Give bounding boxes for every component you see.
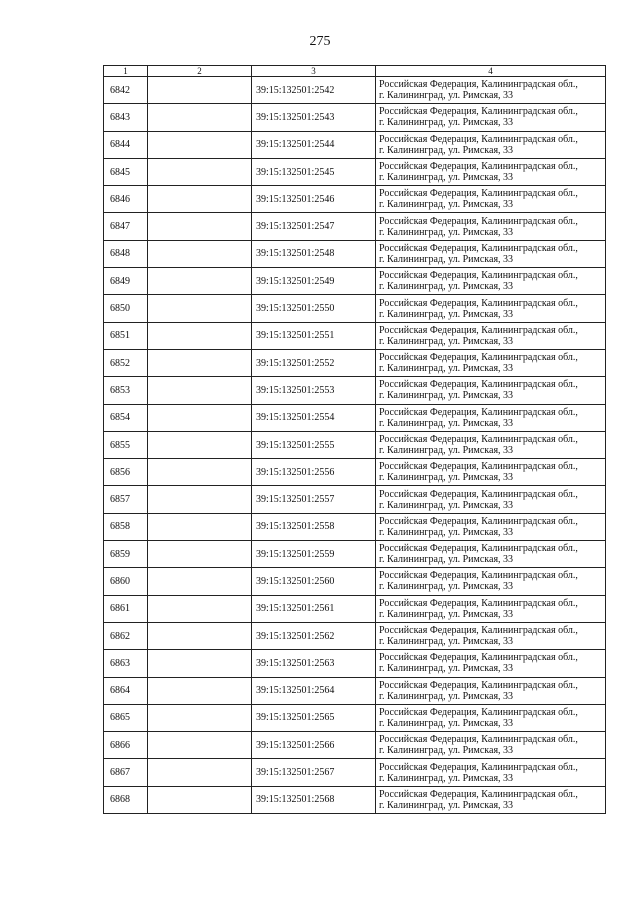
cadastral-number-cell: 39:15:132501:2559 — [252, 541, 376, 568]
table-row — [104, 131, 606, 158]
address-cell — [376, 268, 606, 295]
address-line-1: Российская Федерация, Калининградская обл., — [379, 215, 578, 227]
cadastral-number-cell: 39:15:132501:2545 — [252, 158, 376, 185]
row-number-cell: 6843 — [104, 104, 148, 131]
row-number-cell: 6844 — [104, 131, 148, 158]
cadastral-number-cell: 39:15:132501:2547 — [252, 213, 376, 240]
row-number-cell: 6852 — [104, 349, 148, 376]
address-line-2: г. Калининград, ул. Римская, 33 — [379, 745, 514, 757]
cadastral-number-cell: 39:15:132501:2554 — [252, 404, 376, 431]
row-number-cell: 6845 — [104, 158, 148, 185]
address-line-1: Российская Федерация, Калининградская обл., — [379, 434, 578, 445]
address-line-1: Российская Федерация, Калининградская обл., — [379, 297, 578, 309]
address-cell — [376, 759, 606, 786]
empty-cell — [148, 158, 252, 185]
address-cell — [376, 513, 606, 540]
table-row — [104, 568, 606, 595]
address-line-2: г. Калининград, ул. Римская, 33 — [379, 717, 514, 729]
cadastral-number-cell: 39:15:132501:2556 — [252, 459, 376, 486]
column-header-1: 1 — [104, 66, 148, 77]
empty-cell — [148, 759, 252, 786]
cadastral-number-cell: 39:15:132501:2567 — [252, 759, 376, 786]
address-cell — [376, 732, 606, 759]
empty-cell — [148, 704, 252, 731]
cadastral-number-cell: 39:15:132501:2544 — [252, 131, 376, 158]
table-row — [104, 459, 606, 486]
row-number-cell: 6855 — [104, 431, 148, 458]
address-cell — [376, 404, 606, 431]
address-line-1: Российская Федерация, Калининградская обл., — [379, 652, 578, 664]
address-cell — [376, 459, 606, 486]
empty-cell — [148, 349, 252, 376]
cadastral-number-cell: 39:15:132501:2542 — [252, 77, 376, 104]
address-cell — [376, 349, 606, 376]
table-header-row — [104, 66, 606, 77]
address-cell — [376, 677, 606, 704]
table-row — [104, 759, 606, 786]
row-number-cell: 6867 — [104, 759, 148, 786]
address-cell — [376, 541, 606, 568]
table-row — [104, 104, 606, 131]
address-cell — [376, 186, 606, 213]
table-row — [104, 240, 606, 267]
cadastral-number-cell: 39:15:132501:2557 — [252, 486, 376, 513]
empty-cell — [148, 786, 252, 813]
address-cell — [376, 568, 606, 595]
row-number-cell: 6862 — [104, 622, 148, 649]
cadastral-number-cell: 39:15:132501:2552 — [252, 349, 376, 376]
table-row — [104, 268, 606, 295]
address-line-2: г. Калининград, ул. Римская, 33 — [379, 172, 514, 184]
address-line-2: г. Калининград, ул. Римская, 33 — [379, 636, 514, 648]
empty-cell — [148, 104, 252, 131]
address-line-2: г. Калининград, ул. Римская, 33 — [379, 772, 514, 784]
table-row — [104, 295, 606, 322]
column-header-4: 4 — [376, 66, 606, 77]
cadastral-number-cell: 39:15:132501:2553 — [252, 377, 376, 404]
cadastral-number-cell: 39:15:132501:2565 — [252, 704, 376, 731]
address-line-1: Российская Федерация, Калининградская обл., — [379, 734, 578, 746]
table-row — [104, 513, 606, 540]
empty-cell — [148, 377, 252, 404]
address-line-2: г. Калининград, ул. Римская, 33 — [379, 445, 514, 456]
address-line-1: Российская Федерация, Калининградская обл., — [379, 242, 578, 254]
empty-cell — [148, 513, 252, 540]
address-cell — [376, 322, 606, 349]
table-row — [104, 431, 606, 458]
empty-cell — [148, 732, 252, 759]
address-cell — [376, 431, 606, 458]
address-line-1: Российская Федерация, Калининградская обл., — [379, 188, 578, 200]
cadastral-number-cell: 39:15:132501:2555 — [252, 431, 376, 458]
cadastral-number-cell: 39:15:132501:2564 — [252, 677, 376, 704]
address-line-1: Российская Федерация, Калининградская обл., — [379, 679, 578, 691]
address-line-1: Российская Федерация, Калининградская обл., — [379, 570, 578, 582]
address-line-1: Российская Федерация, Калининградская обл., — [379, 79, 578, 91]
row-number-cell: 6856 — [104, 459, 148, 486]
address-line-2: г. Калининград, ул. Римская, 33 — [379, 308, 514, 320]
address-line-2: г. Калининград, ул. Римская, 33 — [379, 799, 514, 811]
row-number-cell: 6846 — [104, 186, 148, 213]
address-cell — [376, 377, 606, 404]
table-row — [104, 377, 606, 404]
address-cell — [376, 104, 606, 131]
address-line-2: г. Калининград, ул. Римская, 33 — [379, 499, 514, 511]
address-line-1: Российская Федерация, Калининградская обл., — [379, 406, 578, 418]
address-line-2: г. Калининград, ул. Римская, 33 — [379, 690, 514, 702]
empty-cell — [148, 541, 252, 568]
empty-cell — [148, 240, 252, 267]
empty-cell — [148, 322, 252, 349]
address-line-1: Российская Федерация, Калининградская обл., — [379, 515, 578, 527]
cadastral-number-cell: 39:15:132501:2543 — [252, 104, 376, 131]
empty-cell — [148, 295, 252, 322]
table-row — [104, 622, 606, 649]
cadastral-number-cell: 39:15:132501:2566 — [252, 732, 376, 759]
empty-cell — [148, 677, 252, 704]
empty-cell — [148, 268, 252, 295]
cadastral-number-cell: 39:15:132501:2558 — [252, 513, 376, 540]
row-number-cell: 6851 — [104, 322, 148, 349]
row-number-cell: 6868 — [104, 786, 148, 813]
row-number-cell: 6857 — [104, 486, 148, 513]
row-number-cell: 6842 — [104, 77, 148, 104]
address-line-1: Российская Федерация, Калининградская обл., — [379, 761, 578, 773]
address-line-2: г. Калининград, ул. Римская, 33 — [379, 335, 514, 347]
table-row — [104, 349, 606, 376]
row-number-cell: 6854 — [104, 404, 148, 431]
address-line-2: г. Калининград, ул. Римская, 33 — [379, 581, 514, 593]
cadastral-number-cell: 39:15:132501:2568 — [252, 786, 376, 813]
page-number: 275 — [309, 34, 331, 49]
address-cell — [376, 595, 606, 622]
address-line-2: г. Калининград, ул. Римская, 33 — [379, 417, 514, 429]
empty-cell — [148, 486, 252, 513]
address-line-1: Российская Федерация, Калининградская обл., — [379, 625, 578, 637]
cadastral-number-cell: 39:15:132501:2551 — [252, 322, 376, 349]
table-row — [104, 541, 606, 568]
address-line-1: Российская Федерация, Калининградская обл., — [379, 324, 578, 336]
address-line-1: Российская Федерация, Калининградская обл., — [379, 352, 578, 364]
row-number-cell: 6866 — [104, 732, 148, 759]
address-line-1: Российская Федерация, Калининградская обл., — [379, 133, 578, 145]
column-header-3: 3 — [252, 66, 376, 77]
row-number-cell: 6864 — [104, 677, 148, 704]
address-line-2: г. Калининград, ул. Римская, 33 — [379, 281, 514, 293]
address-cell — [376, 650, 606, 677]
empty-cell — [148, 431, 252, 458]
row-number-cell: 6848 — [104, 240, 148, 267]
row-number-cell: 6847 — [104, 213, 148, 240]
address-line-2: г. Калининград, ул. Римская, 33 — [379, 226, 514, 238]
row-number-cell: 6860 — [104, 568, 148, 595]
empty-cell — [148, 650, 252, 677]
address-line-1: Российская Федерация, Калининградская обл., — [379, 161, 578, 173]
address-line-2: г. Калининград, ул. Римская, 33 — [379, 253, 514, 265]
row-number-cell: 6858 — [104, 513, 148, 540]
table-row — [104, 404, 606, 431]
address-line-2: г. Калининград, ул. Римская, 33 — [379, 526, 514, 538]
cadastral-number-cell: 39:15:132501:2561 — [252, 595, 376, 622]
address-cell — [376, 295, 606, 322]
address-cell — [376, 131, 606, 158]
cadastral-number-cell: 39:15:132501:2563 — [252, 650, 376, 677]
address-line-2: г. Калининград, ул. Римская, 33 — [379, 144, 514, 156]
row-number-cell: 6849 — [104, 268, 148, 295]
cadastral-table — [103, 65, 606, 814]
address-line-1: Российская Федерация, Калининградская обл., — [379, 788, 578, 800]
table-row — [104, 650, 606, 677]
table-row — [104, 77, 606, 104]
column-header-2: 2 — [148, 66, 252, 77]
cadastral-number-cell: 39:15:132501:2560 — [252, 568, 376, 595]
address-cell — [376, 240, 606, 267]
table-row — [104, 677, 606, 704]
table-row — [104, 213, 606, 240]
address-line-2: г. Калининград, ул. Римская, 33 — [379, 363, 514, 375]
address-cell — [376, 486, 606, 513]
address-line-1: Российская Федерация, Калининградская обл., — [379, 379, 578, 391]
table-body — [104, 77, 606, 814]
empty-cell — [148, 404, 252, 431]
address-line-1: Российская Федерация, Калининградская обл., — [379, 270, 578, 282]
address-cell — [376, 704, 606, 731]
address-line-2: г. Калининград, ул. Римская, 33 — [379, 90, 514, 102]
address-line-2: г. Калининград, ул. Римская, 33 — [379, 390, 514, 402]
table-row — [104, 595, 606, 622]
address-cell — [376, 786, 606, 813]
cadastral-number-cell: 39:15:132501:2548 — [252, 240, 376, 267]
empty-cell — [148, 186, 252, 213]
row-number-cell: 6850 — [104, 295, 148, 322]
cadastral-number-cell: 39:15:132501:2550 — [252, 295, 376, 322]
empty-cell — [148, 595, 252, 622]
address-line-2: г. Калининград, ул. Римская, 33 — [379, 608, 514, 620]
empty-cell — [148, 131, 252, 158]
address-line-2: г. Калининград, ул. Римская, 33 — [379, 117, 514, 129]
empty-cell — [148, 622, 252, 649]
address-cell — [376, 622, 606, 649]
address-cell — [376, 213, 606, 240]
address-line-2: г. Калининград, ул. Римская, 33 — [379, 554, 514, 566]
address-cell — [376, 77, 606, 104]
cadastral-number-cell: 39:15:132501:2546 — [252, 186, 376, 213]
address-line-2: г. Калининград, ул. Римская, 33 — [379, 199, 514, 211]
row-number-cell: 6859 — [104, 541, 148, 568]
row-number-cell: 6865 — [104, 704, 148, 731]
address-line-1: Российская Федерация, Калининградская обл., — [379, 597, 578, 609]
row-number-cell: 6853 — [104, 377, 148, 404]
table-row — [104, 322, 606, 349]
row-number-cell: 6861 — [104, 595, 148, 622]
table-row — [104, 158, 606, 185]
address-line-1: Российская Федерация, Калининградская обл., — [379, 461, 578, 473]
empty-cell — [148, 77, 252, 104]
address-line-2: г. Калининград, ул. Римская, 33 — [379, 472, 514, 484]
empty-cell — [148, 459, 252, 486]
cadastral-number-cell: 39:15:132501:2549 — [252, 268, 376, 295]
address-line-1: Российская Федерация, Калининградская обл., — [379, 106, 578, 118]
empty-cell — [148, 568, 252, 595]
address-line-1: Российская Федерация, Калининградская обл., — [379, 706, 578, 718]
table-row — [104, 704, 606, 731]
table-row — [104, 732, 606, 759]
row-number-cell: 6863 — [104, 650, 148, 677]
empty-cell — [148, 213, 252, 240]
table-row — [104, 186, 606, 213]
table-row — [104, 786, 606, 813]
cadastral-number-cell: 39:15:132501:2562 — [252, 622, 376, 649]
address-line-2: г. Калининград, ул. Римская, 33 — [379, 663, 514, 675]
address-line-1: Российская Федерация, Калининградская обл., — [379, 488, 578, 500]
address-cell — [376, 158, 606, 185]
address-line-1: Российская Федерация, Калининградская обл., — [379, 543, 578, 555]
table-row — [104, 486, 606, 513]
